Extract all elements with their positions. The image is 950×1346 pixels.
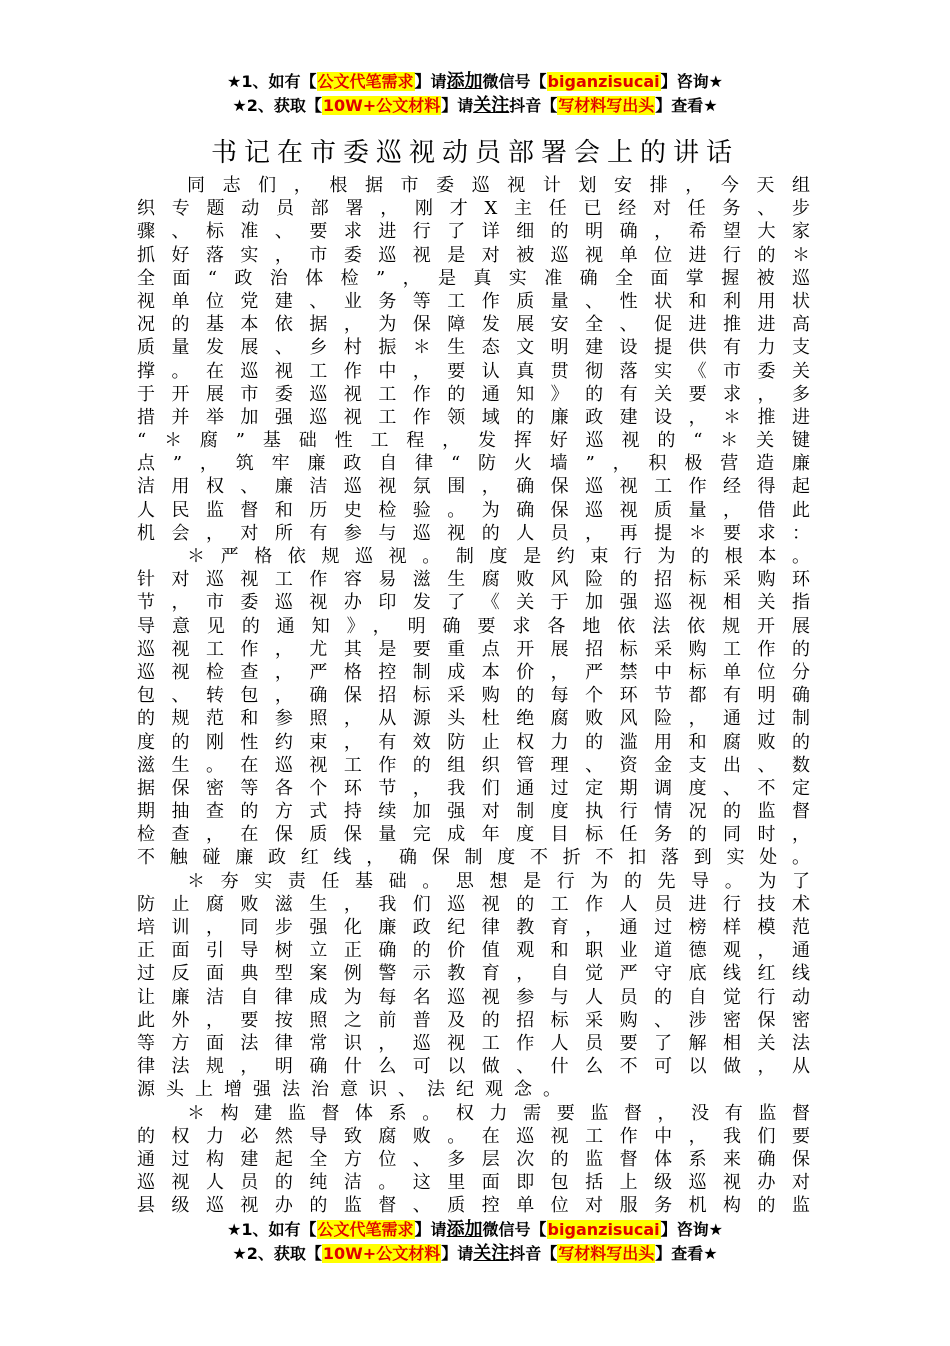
- body-line: 滋生。在巡视工作的组织管理、资金支出、数: [137, 754, 810, 776]
- body-line: 期抽查的方式持续加强对制度执行情况的监督: [137, 801, 810, 823]
- body-line: 巡视人员的纯洁。这里面即包括上级巡视办对: [137, 1172, 810, 1194]
- body-line: 过反面典型案例警示教育，自觉严守底线红线: [137, 963, 810, 985]
- body-line: 据保密等各个环节，我们通过定期调度、不定: [137, 777, 810, 799]
- body-line: 巡视检查，严格控制成本价，严禁中标单位分: [137, 661, 810, 683]
- banner1-mid1: 】请: [414, 1220, 447, 1239]
- document-title: 书记在市委巡视动员部署会上的讲话: [210, 138, 739, 168]
- banner2-highlight-douyin: 写材料写出头: [558, 96, 655, 115]
- banner-line-1: [0, 70, 950, 94]
- body-line: 骤、标准、要求进行了详细的明确，希望大家: [137, 221, 810, 243]
- body-line: ＊夯实责任基础。思想是行为的先导。为了: [187, 870, 810, 892]
- body-line: 培训，同步强化廉政纪律教育，通过榜样模范: [137, 917, 810, 938]
- banner1-mid2: 微信号【: [482, 72, 547, 91]
- banner-line-1: [0, 1218, 950, 1242]
- body-line: 质量发展、乡村振＊生态文明建设提供有力支: [137, 337, 810, 359]
- body-line: 洁用权、廉洁巡视氛围，确保巡视工作经得起: [137, 476, 810, 498]
- body-line: 况的基本依据，为保障发展安全、促进推进高: [137, 314, 810, 336]
- body-line: 律法规，明确什么可以做、什么不可以做，从: [137, 1056, 810, 1078]
- banner2-highlight-materials: 10W+公文材料: [322, 1244, 441, 1263]
- banner-line-2: [0, 1242, 950, 1266]
- body-line: 检查，在保质保量完成年度目标任务的同时，: [137, 824, 810, 846]
- body-line: 全面“政治体检”，是真实准确全面掌握被巡: [137, 267, 810, 289]
- bottom-banner: [0, 1218, 950, 1266]
- body-line: 点”，筑牢廉政自律“防火墙”，积极营造廉: [137, 453, 810, 475]
- body-line: 度的刚性约束，有效防止权力的滥用和腐败的: [137, 731, 810, 753]
- body-line: 的规范和参照，从源头杜绝腐败风险，通过制: [137, 708, 810, 730]
- banner2-mid1: 】请: [441, 96, 474, 115]
- body-line: 机会，对所有参与巡视的人员，再提＊要求：: [137, 522, 810, 544]
- body-line: ＊构建监督体系。权力需要监督，没有监督: [187, 1102, 810, 1124]
- body-line: 抓好落实，市委巡视是对被巡视单位进行的＊: [137, 244, 810, 266]
- banner1-highlight-service: 公文代笔需求: [317, 72, 414, 91]
- banner2-emphasis: 关注: [473, 1243, 510, 1264]
- body-line: 让廉洁自律成为每名巡视参与人员的自觉行动: [137, 986, 810, 1008]
- banner2-highlight-materials: 10W+公文材料: [322, 96, 441, 115]
- banner1-emphasis: 添加: [446, 71, 483, 92]
- top-banner: [0, 70, 950, 118]
- body-line: “＊腐”基础性工程，发挥好巡视的“＊关键: [137, 430, 810, 452]
- body-line: 针对巡视工作容易滋生腐败风险的招标采购环: [137, 569, 810, 591]
- document-body: [137, 174, 810, 1217]
- body-line: 人民监督和历史检验。为确保巡视质量，借此: [137, 499, 810, 521]
- banner2-mid1: 】请: [441, 1244, 474, 1263]
- body-line: 通过构建起全方位、多层次的监督体系来确保: [137, 1148, 810, 1170]
- body-line: 正面引导树立正确的价值观和职业道德观，通: [137, 940, 810, 962]
- body-line: 等方面法律常识，巡视工作人员要了解相关法: [137, 1032, 810, 1054]
- banner2-mid2: 抖音【: [509, 1244, 558, 1263]
- banner1-mid2: 微信号【: [482, 1220, 547, 1239]
- body-line: 同志们，根据市委巡视计划安排，今天组: [187, 175, 810, 196]
- banner1-highlight-wechat: biganzisucai: [547, 72, 660, 91]
- body-line: 撑。在巡视工作中，要认真贯彻落实《市委关: [137, 360, 810, 382]
- banner1-highlight-service: 公文代笔需求: [317, 1220, 414, 1239]
- body-line: 不触碰廉政红线，确保制度不折不扣落到实处。: [137, 847, 810, 869]
- banner1-mid1: 】请: [414, 72, 447, 91]
- body-line: ＊严格依规巡视。制度是约束行为的根本。: [187, 546, 810, 567]
- banner1-suffix: 】咨询★: [660, 72, 723, 91]
- body-line: 包、转包，确保招标采购的每个环节都有明确: [137, 685, 810, 707]
- banner2-prefix: ★2、获取【: [232, 96, 322, 115]
- body-line: 源头上增强法治意识、法纪观念。: [137, 1079, 572, 1101]
- banner2-highlight-douyin: 写材料写出头: [558, 1244, 655, 1263]
- banner2-emphasis: 关注: [473, 95, 510, 116]
- body-line: 此外，要按照之前普及的招标采购、涉密保密: [137, 1009, 810, 1031]
- banner2-suffix: 】查看★: [655, 1244, 718, 1263]
- banner1-highlight-wechat: biganzisucai: [547, 1220, 660, 1239]
- banner-line-2: [0, 94, 950, 118]
- body-line: 导意见的通知》，明确要求各地依法依规开展: [137, 615, 810, 637]
- body-line: 县级巡视办的监督、质控单位对服务机构的监: [137, 1195, 810, 1217]
- body-line: 视单位党建、业务等工作质量、性状和利用状: [137, 290, 810, 312]
- body-line: 织专题动员部署，刚才X主任已经对任务、步: [137, 198, 810, 220]
- banner1-emphasis: 添加: [446, 1219, 483, 1240]
- banner2-prefix: ★2、获取【: [232, 1244, 322, 1263]
- body-line: 节，市委巡视办印发了《关于加强巡视相关指: [137, 592, 810, 614]
- banner1-suffix: 】咨询★: [660, 1220, 723, 1239]
- banner2-suffix: 】查看★: [655, 96, 718, 115]
- body-line: 防止腐败滋生，我们巡视的工作人员进行技术: [137, 893, 810, 915]
- banner1-prefix: ★1、如有【: [227, 1220, 317, 1239]
- body-line: 于开展市委巡视工作的通知》的有关要求，多: [137, 383, 810, 405]
- body-line: 措并举加强巡视工作领域的廉政建设，＊推进: [137, 406, 810, 428]
- banner2-mid2: 抖音【: [509, 96, 558, 115]
- body-line: 巡视工作，尤其是要重点开展招标采购工作的: [137, 638, 810, 660]
- body-line: 的权力必然导致腐败。在巡视工作中，我们要: [137, 1125, 810, 1147]
- banner1-prefix: ★1、如有【: [227, 72, 317, 91]
